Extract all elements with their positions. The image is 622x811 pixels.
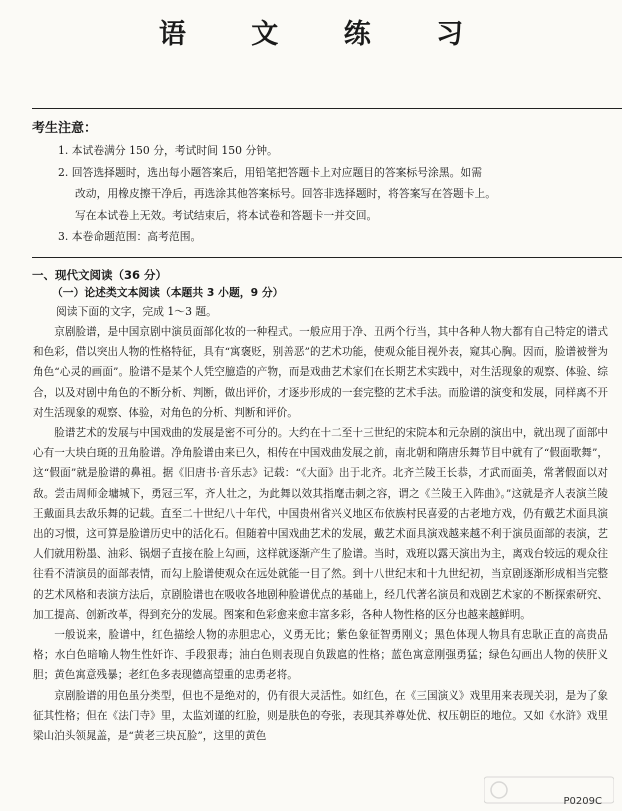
notice-item-2-cont: 改动，用橡皮擦干净后，再选涂其他答案标号。回答非选择题时，将答案写在答题卡上。 xyxy=(75,187,497,200)
page-code: P0209C xyxy=(563,796,602,807)
notice-item-2-cont2: 写在本试卷上无效。考试结束后，将本试卷和答题卡一并交回。 xyxy=(75,208,378,222)
reading-instruction: 阅读下面的文字，完成 1～3 题。 xyxy=(56,305,217,318)
page-title: 语 文 练 习 xyxy=(158,19,492,50)
notice-item-2: 2. 回答选择题时，选出每小题答案后，用铅笔把答题卡上对应题目的答案标号涂黑。如需 xyxy=(58,165,483,179)
passage-paragraph-4: 京剧脸谱的用色虽分类型，但也不是绝对的，仍有很大灵活性。如红色，在《三国演义》戏里用来表现关羽，是为了象征其性格；但在《法门寺》里，太监刘谨的红脸，则是肤色的夸张，表现其养尊处优、权压朝臣的地位。又如《水浒》戏里梁山泊头领晁盖，是“黄老三块瓦脸”，这里的黄色 xyxy=(33,689,608,743)
notice-item-1: 1. 本试卷满分 150 分，考试时间 150 分钟。 xyxy=(58,144,278,157)
passage-paragraph-1: 京剧脸谱，是中国京剧中演员面部化妆的一种程式。一般应用于净、丑两个行当，其中各种人物大都有自己特定的谱式和色彩，借以突出人物的性格特征，具有“寓褒贬，别善恶”的艺术功能，使观众能目视外表，窥其心胸。因而，脸谱被誉为角色“心灵的画面”。脸谱不是某个人凭空臆造的产物，而是戏曲艺术家们在长期艺术实践中，对生活现象的观察、体验、综合，以及对剧中角色的不断分析、判断，做出评价，才逐步形成的一套完整的艺术手法。而脸谱的演变和发展，同样离不开对生活现象的观察、体验，对角色的分析、判断和评价。 xyxy=(33,326,608,419)
notice-list xyxy=(58,140,606,248)
subsection-heading: （一）论述类文本阅读（本题共 3 小题，9 分） xyxy=(52,286,284,299)
passage-paragraph-2: 脸谱艺术的发展与中国戏曲的发展是密不可分的。大约在十二至十三世纪的宋院本和元杂剧的演出中，就出现了面部中心有一大块白斑的丑角脸谱。净角脸谱由来已久，相传在中国戏曲发展之前，南北朝和隋唐乐舞节目中就有了“假面歌舞”，这“假面”就是脸谱的鼻祖。据《旧唐书·音乐志》记载：“《大面》出于北齐。北齐兰陵王长恭，才武而面美，常著假面以对敌。尝击周师金墉城下，勇冠三军，齐人壮之，为此舞以效其指麾击刺之容，谓之《兰陵王入阵曲》。”这就是齐人表演兰陵王戴面具去敌乐舞的记载。直至二十世纪八十年代，中国贵州省兴义地区布依族村民喜爱的古老地方戏，仍有戴艺术面具演出的习惯，这可算是脸谱历史中的活化石。但随着中国戏曲艺术的发展，戴艺术面具演戏越来越不利于演员面部的表演，艺人们就用粉墨、油彩、锅烟子直接在脸上勾画，这样就逐渐产生了脸谱。当时，戏班以露天演出为主，离戏台较远的观众往往看不清演员的面部表情，而勾上脸谱使观众在远处就能一目了然。到十八世纪末和十九世纪初，当京剧逐渐形成相当完整的艺术风格和表演方法后，京剧脸谱也在吸收各地剧种脸谱优点的基础上，经几代著名演员和戏剧艺术家的不断探索研究、加工提高、创新改革，得到充分的发展。图案和色彩愈来愈丰富多彩，各种人物性格的区分也越来越鲜明。 xyxy=(33,427,608,621)
notice-item-3: 3. 本卷命题范围：高考范围。 xyxy=(58,230,202,243)
passage-paragraph-3: 一般说来，脸谱中，红色描绘人物的赤胆忠心，义勇无比；紫色象征智勇刚义；黑色体现人物具有忠耿正直的高贵品格；水白色暗喻人物生性奸诈、手段狠毒；油白色则表现自负跋扈的性格；蓝色寓意刚强勇猛；绿色勾画出人物的侠肝义胆；黄色寓意残暴；老红色多表现德高望重的忠勇老将。 xyxy=(33,629,608,682)
reading-passage xyxy=(33,322,608,746)
top-divider xyxy=(32,108,622,109)
section-heading: 一、现代文阅读（36 分） xyxy=(32,268,168,282)
notice-bottom-divider xyxy=(32,257,622,258)
notice-heading: 考生注意： xyxy=(32,121,98,136)
